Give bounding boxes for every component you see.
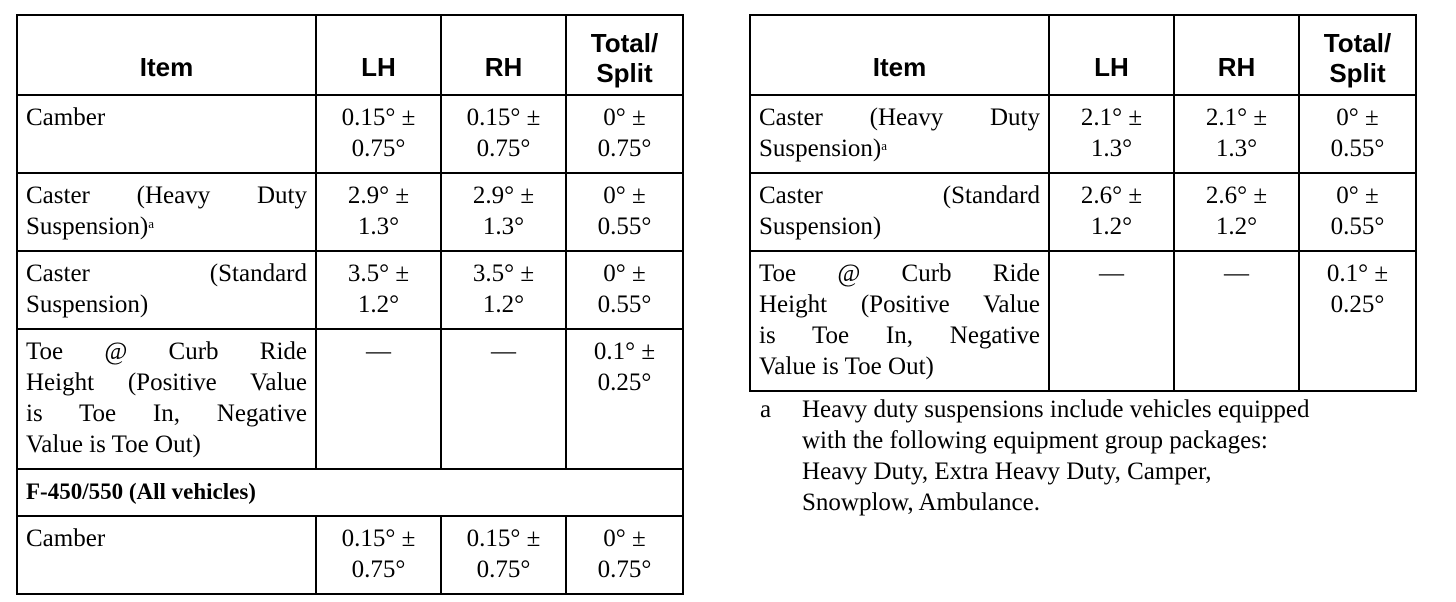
- total-split-value: 0° ± 0.55°: [1299, 95, 1416, 173]
- lh-value: —: [316, 329, 441, 469]
- table-row: [17, 329, 683, 469]
- col-header-item: Item: [17, 15, 316, 95]
- col-header-item: Item: [750, 15, 1049, 95]
- rh-value: 2.9° ± 1.3°: [441, 173, 566, 251]
- col-header-lh: LH: [1049, 15, 1174, 95]
- section-heading: F-450/550 (All vehicles): [17, 469, 683, 516]
- row-item: Toe @ Curb Ride Height (Positive Value is Toe In, Negative Value is Toe Out): [17, 329, 316, 469]
- total-split-value: 0.1° ± 0.25°: [566, 329, 683, 469]
- row-item: Camber: [17, 95, 316, 173]
- alignment-spec-table-right: [749, 14, 1417, 392]
- rh-value: 3.5° ± 1.2°: [441, 251, 566, 329]
- lh-value: 0.15° ± 0.75°: [316, 95, 441, 173]
- col-header-rh: RH: [441, 15, 566, 95]
- alignment-spec-table-left: [16, 14, 684, 595]
- lh-value: 2.6° ± 1.2°: [1049, 173, 1174, 251]
- lh-value: 3.5° ± 1.2°: [316, 251, 441, 329]
- row-item: Caster (Standard Suspension): [750, 173, 1049, 251]
- footnote-marker: a: [760, 396, 772, 423]
- total-split-value: 0° ± 0.55°: [1299, 173, 1416, 251]
- table-row: [17, 95, 683, 173]
- lh-value: 0.15° ± 0.75°: [316, 516, 441, 594]
- header-row: [17, 15, 683, 95]
- lh-value: —: [1049, 251, 1174, 391]
- rh-value: 0.15° ± 0.75°: [441, 516, 566, 594]
- table-row: [750, 173, 1416, 251]
- col-header-total-split: Total/ Split: [566, 15, 683, 95]
- row-item: Toe @ Curb Ride Height (Positive Value is Toe In, Negative Value is Toe Out): [750, 251, 1049, 391]
- rh-value: 2.6° ± 1.2°: [1174, 173, 1299, 251]
- lh-value: 2.1° ± 1.3°: [1049, 95, 1174, 173]
- rh-value: —: [1174, 251, 1299, 391]
- table-row: [17, 516, 683, 594]
- col-header-lh: LH: [316, 15, 441, 95]
- total-split-value: 0° ± 0.55°: [566, 251, 683, 329]
- total-split-value: 0° ± 0.75°: [566, 95, 683, 173]
- header-row: [750, 15, 1416, 95]
- rh-value: 2.1° ± 1.3°: [1174, 95, 1299, 173]
- table-row: [750, 95, 1416, 173]
- rh-value: 0.15° ± 0.75°: [441, 95, 566, 173]
- footnote-ref: a: [148, 216, 155, 231]
- total-split-value: 0° ± 0.75°: [566, 516, 683, 594]
- row-item: Caster (Standard Suspension): [17, 251, 316, 329]
- table-row: [17, 173, 683, 251]
- row-item: Caster (Heavy Duty Suspension)$^a$: [750, 95, 1049, 173]
- table-row: [17, 251, 683, 329]
- col-header-total-split: Total/ Split: [1299, 15, 1416, 95]
- total-split-value: 0° ± 0.55°: [566, 173, 683, 251]
- section-row: [17, 469, 683, 516]
- table-row: [750, 251, 1416, 391]
- row-item: Camber: [17, 516, 316, 594]
- footnote-ref: a: [881, 138, 888, 153]
- row-item: Caster (Heavy Duty Suspension)$^a$: [17, 173, 316, 251]
- lh-value: 2.9° ± 1.3°: [316, 173, 441, 251]
- footnote-text: Heavy duty suspensions include vehicles equipped with the following equipment group packages: Heavy Duty, Extra Heavy Duty, Camper, Snowplow, Ambulance.: [802, 396, 1310, 516]
- col-header-rh: RH: [1174, 15, 1299, 95]
- total-split-value: 0.1° ± 0.25°: [1299, 251, 1416, 391]
- rh-value: —: [441, 329, 566, 469]
